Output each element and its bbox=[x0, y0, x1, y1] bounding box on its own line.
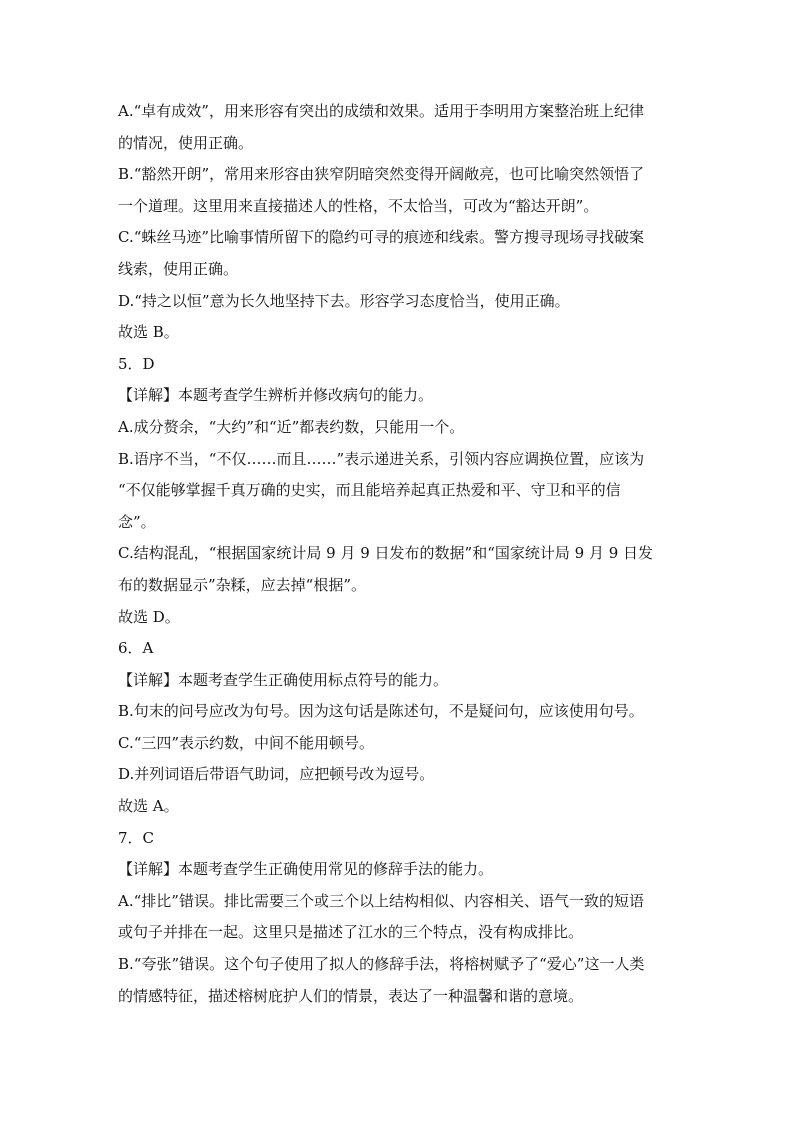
question-number: 5．D bbox=[118, 354, 155, 373]
text-line: 故选 D。 bbox=[118, 607, 180, 626]
text-line: B.“豁然开朗”，常用来形容由狭窄阴暗突然变得开阔敞亮，也可比喻突然领悟了 bbox=[118, 165, 645, 184]
question-number: 6．A bbox=[118, 639, 154, 658]
text-line: B.语序不当，“不仅……而且……”表示递进关系，引领内容应调换位置，应该为 bbox=[118, 449, 645, 468]
text-line: 故选 A。 bbox=[118, 797, 179, 816]
text-line: “不仅能够掌握千真万确的史实，而且能培养起真正热爱和平、守卫和平的信 bbox=[118, 481, 621, 500]
text-line: 【详解】本题考查学生正确使用常见的修辞手法的能力。 bbox=[118, 860, 494, 879]
text-line: C.结构混乱，“根据国家统计局 9 月 9 日发布的数据”和“国家统计局 9 月 9 日发 bbox=[118, 544, 654, 563]
question-number: 7．C bbox=[118, 828, 155, 847]
text-line: 念”。 bbox=[118, 512, 156, 531]
text-line: 线索，使用正确。 bbox=[118, 259, 239, 278]
document-page bbox=[118, 96, 678, 1012]
text-line: 的情况，使用正确。 bbox=[118, 133, 254, 152]
text-line: A.“排比”错误。排比需要三个或三个以上结构相似、内容相关、语气一致的短语 bbox=[118, 891, 644, 910]
text-line: B.句末的问号应改为句号。因为这句话是陈述句，不是疑问句，应该使用句号。 bbox=[118, 702, 644, 721]
text-line: D.“持之以恒”意为长久地坚持下去。形容学习态度恰当，使用正确。 bbox=[118, 291, 570, 310]
text-line: 【详解】本题考查学生辨析并修改病句的能力。 bbox=[118, 386, 434, 405]
text-line: B.“夸张”错误。这个句子使用了拟人的修辞手法，将榕树赋予了“爱心”这一人类 bbox=[118, 955, 645, 974]
text-line: 布的数据显示”杂糅，应去掉“根据”。 bbox=[118, 575, 367, 594]
text-line: 【详解】本题考查学生正确使用标点符号的能力。 bbox=[118, 670, 449, 689]
text-line: 或句子并排在一起。这里只是描述了江水的三个特点，没有构成排比。 bbox=[118, 923, 584, 942]
text-line: 故选 B。 bbox=[118, 323, 179, 342]
text-line: A.成分赘余，“大约”和“近”都表约数，只能用一个。 bbox=[118, 417, 465, 436]
text-line: A.“卓有成效”，用来形容有突出的成绩和效果。适用于李明用方案整治班上纪律 bbox=[118, 102, 644, 120]
text-line: D.并列词语后带语气助词，应把顿号改为逗号。 bbox=[118, 765, 435, 784]
text-line: 一个道理。这里用来直接描述人的性格，不太恰当，可改为“豁达开朗”。 bbox=[118, 196, 599, 215]
text-line: C.“蛛丝马迹”比喻事情所留下的隐约可寻的痕迹和线索。警方搜寻现场寻找破案 bbox=[118, 228, 645, 247]
text-line: C.“三四”表示约数，中间不能用顿号。 bbox=[118, 733, 375, 752]
text-line: 的情感特征，描述榕树庇护人们的情景，表达了一种温馨和谐的意境。 bbox=[118, 986, 584, 1005]
